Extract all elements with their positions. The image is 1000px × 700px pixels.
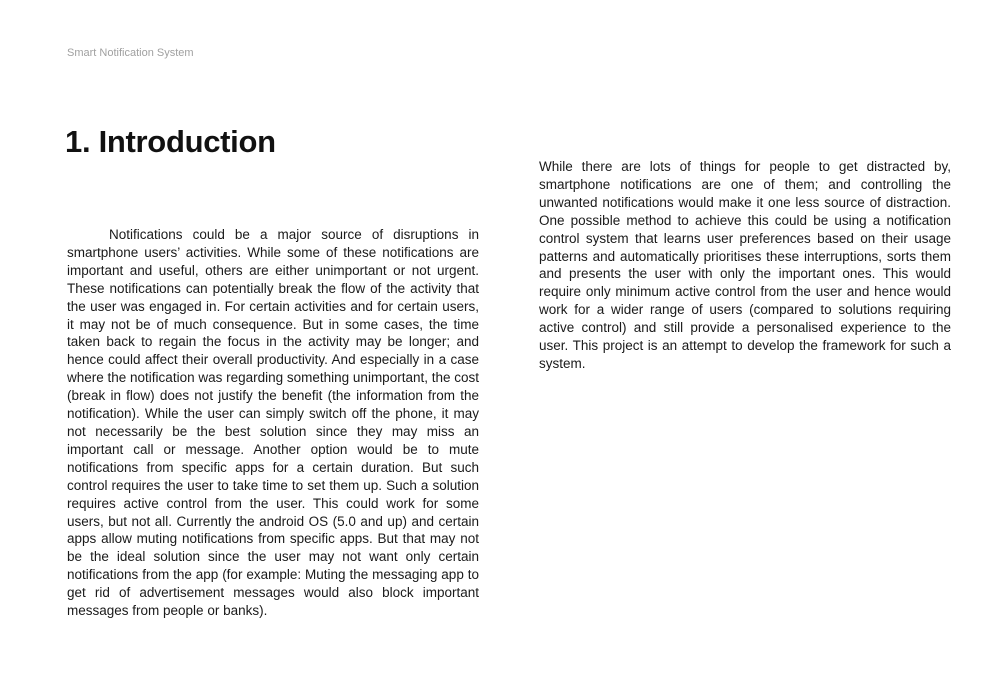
section-heading: 1. Introduction <box>65 124 276 159</box>
running-header: Smart Notification System <box>67 47 194 59</box>
body-paragraph-left: Notifications could be a major source of disruptions in smartphone users’ activities. While some of these notifications are important and useful, others are either unimportant or not urgent. These notifications can potentially break the flow of the activity that the user was engaged in. For certain activities and for certain users, it may not be of much consequence. But in some cases, the time taken back to regain the focus in the activity may be longer; and hence could affect their overall productivity. And especially in a case where the notification was regarding something unimportant, the cost (break in flow) does not justify the benefit (the information from the notification). While the user can simply switch off the phone, it may not necessarily be the best solution since they may miss an important call or message. Another option would be to mute notifications from specific apps for a certain duration. But such control requires the user to take time to set them up. Such a solution requires active control from the user. This could work for some users, but not all. Currently the android OS (5.0 and up) and certain apps allow muting notifications from specific apps. But that may not be the ideal solution since the user may not want only certain notifications from the app (for example: Muting the messaging app to get rid of advertisement messages would also block important messages from people or banks). <box>67 227 479 619</box>
body-paragraph-right: While there are lots of things for people to get distracted by, smartphone notifications are one of them; and controlling the unwanted notifications would make it one less source of distraction. One possible method to achieve this could be using a notification control system that learns user preferences based on their usage patterns and automatically prioritises these interruptions, sorts them and presents the user with only the important ones. This would require only minimum active control from the user and hence would work for a wider range of users (compared to solutions requiring active control) and still provide a personalised experience to the user. This project is an attempt to develop the framework for such a system. <box>539 159 951 371</box>
